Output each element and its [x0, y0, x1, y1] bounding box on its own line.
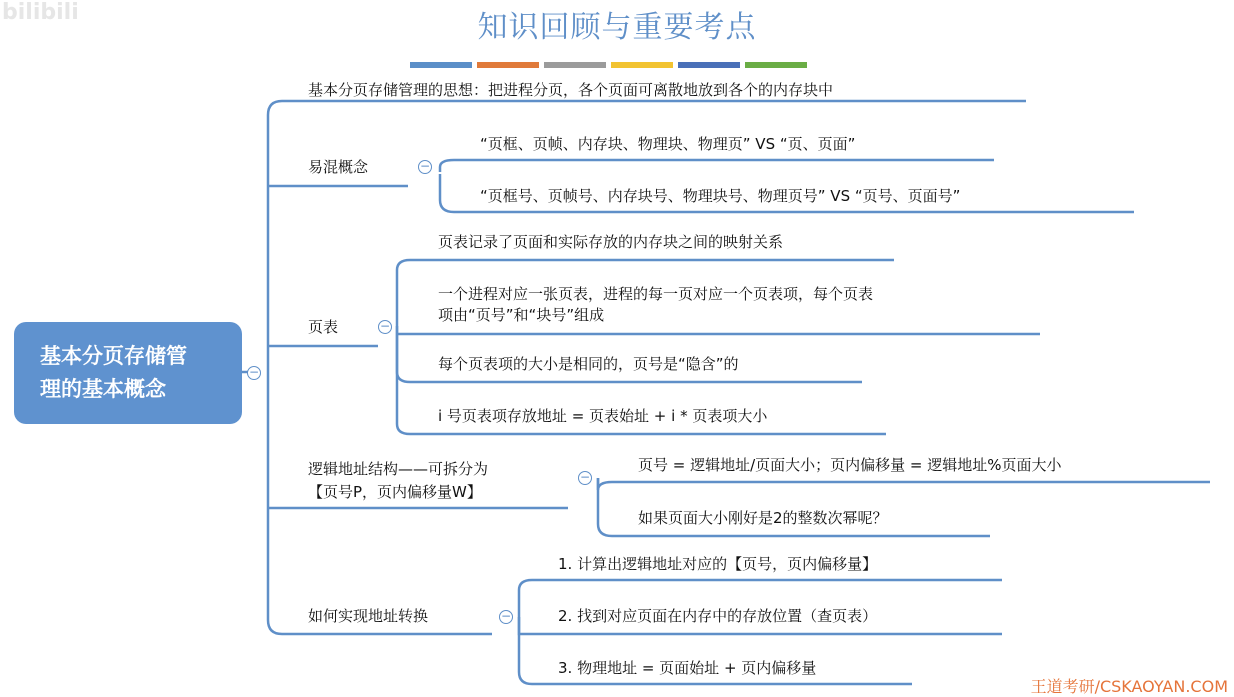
collapse-icon[interactable]: −	[379, 319, 391, 333]
confusing-item: “页框号、页帧号、内存块号、物理块号、物理页号” VS “页号、页面号”	[480, 187, 961, 205]
confusing-item: “页框、页帧、内存块、物理块、物理页” VS “页、页面”	[480, 135, 856, 153]
branch-logical-label: 逻辑地址结构——可拆分为	[308, 460, 489, 478]
watermark: bilibili	[2, 0, 79, 25]
branch-idea: 基本分页存储管理的思想：把进程分页，各个页面可离散地放到各个的内存块中	[308, 81, 834, 99]
translate-item: 2. 找到对应页面在内存中的存放位置（查页表）	[558, 607, 878, 625]
collapse-icon[interactable]: −	[419, 159, 431, 173]
page-table-item: 每个页表项的大小是相同的，页号是“隐含”的	[438, 355, 739, 373]
collapse-icon[interactable]: −	[248, 365, 260, 379]
collapse-icon[interactable]: −	[500, 609, 512, 623]
logical-item: 如果页面大小刚好是2的整数次幂呢？	[638, 509, 888, 527]
branch-translate-label: 如何实现地址转换	[308, 607, 429, 625]
branch-confusing-label: 易混概念	[308, 158, 369, 176]
page-title: 知识回顾与重要考点	[477, 10, 757, 45]
footer-credit: 王道考研/CSKAOYAN.COM	[1030, 677, 1228, 696]
page-table-item: 页表记录了页面和实际存放的内存块之间的映射关系	[438, 233, 784, 251]
root-label-line2: 理的基本概念	[40, 377, 166, 401]
translate-item: 3. 物理地址 = 页面始址 + 页内偏移量	[558, 659, 817, 677]
page-table-item: i 号页表项存放地址 = 页表始址 + i * 页表项大小	[438, 407, 768, 425]
logical-item: 页号 = 逻辑地址/页面大小；页内偏移量 = 逻辑地址%页面大小	[638, 456, 1062, 474]
translate-item: 1. 计算出逻辑地址对应的【页号，页内偏移量】	[558, 555, 878, 573]
branch-logical-label: 【页号P，页内偏移量W】	[308, 483, 482, 501]
branch-page-table-label: 页表	[308, 318, 339, 336]
collapse-icon[interactable]: −	[579, 470, 591, 484]
page-table-item: 一个进程对应一张页表，进程的每一页对应一个页表项，每个页表	[438, 285, 874, 303]
root-label-line1: 基本分页存储管	[40, 344, 187, 368]
page-table-item: 项由“页号”和“块号”组成	[438, 306, 605, 324]
root-node	[14, 322, 242, 424]
